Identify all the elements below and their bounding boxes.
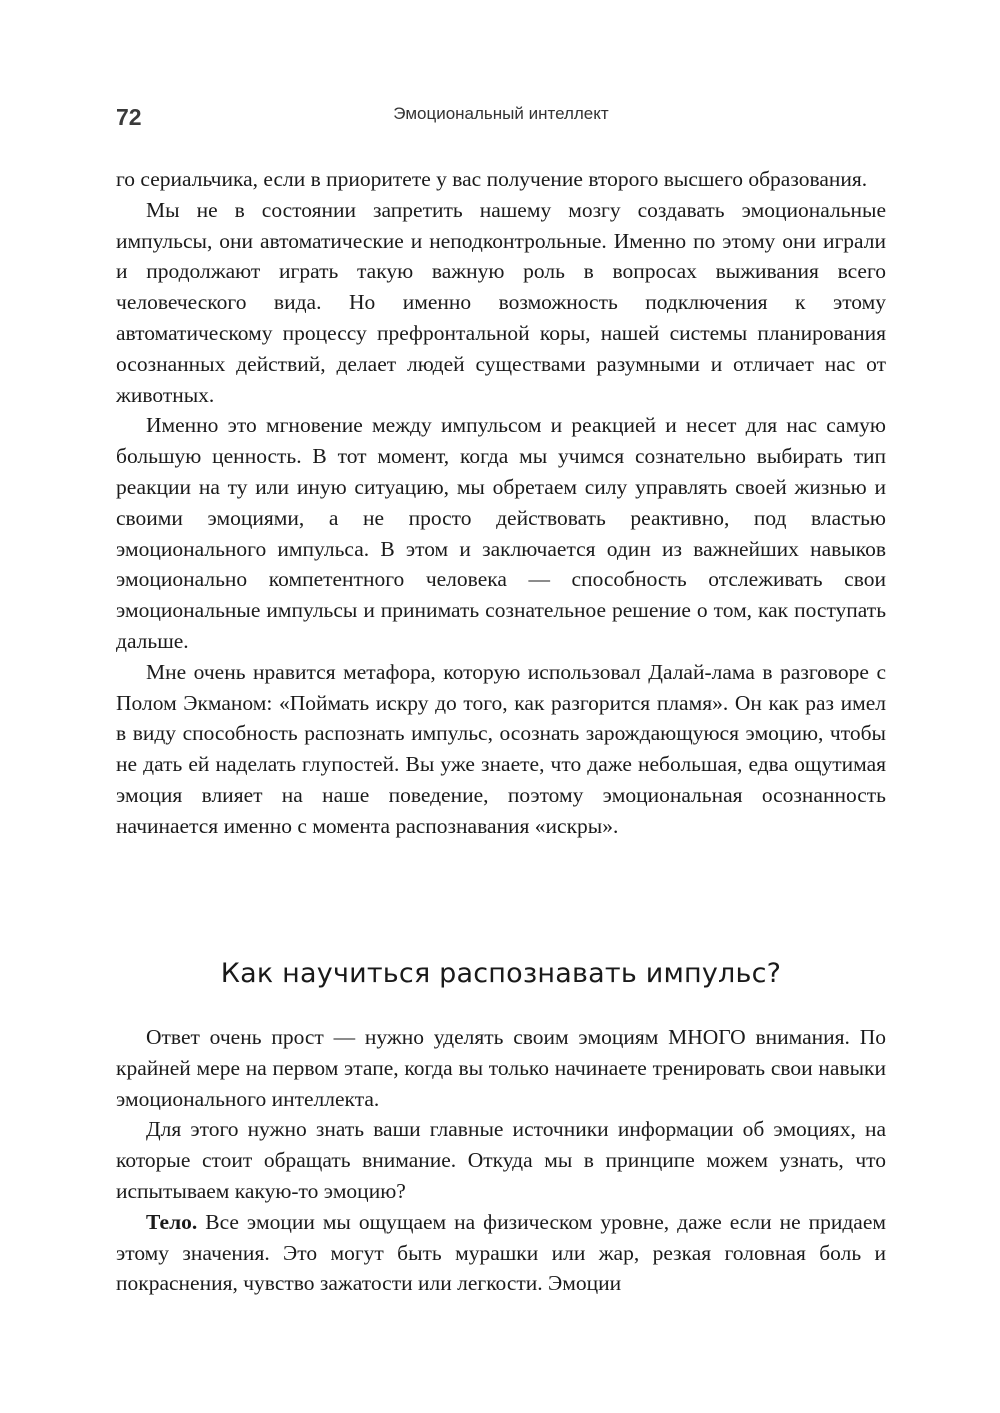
section-heading: Как научиться распознавать импульс? <box>220 958 782 989</box>
running-title: Эмоциональный интеллект <box>393 104 609 123</box>
paragraph: Ответ очень прост — нужно уделять своим эмоциям МНОГО внимания. По крайней мере на первом этапе, когда вы только начинаете тренировать свои навыки эмоционального интеллекта. <box>116 1025 886 1111</box>
bold-lead-term: Тело. <box>146 1209 198 1234</box>
paragraph: Именно это мгновение между импульсом и реакцией и несет для нас самую большую ценность. В тот момент, когда мы учимся сознательно выбирать тип реакции на ту или иную ситуацию, мы обретаем силу управлять своей жизнью и своими эмоциями, а не просто действовать реактивно, под властью эмоционального импульса. В этом и заключается один из важнейших навыков эмоционально компетентного человека — способность отслеживать свои эмоциональные импульсы и принимать сознательное решение о том, как поступать дальше. <box>116 413 886 653</box>
paragraph-body-section <box>116 1207 886 1299</box>
page-header <box>116 98 886 138</box>
paragraph: Мы не в состоянии запретить нашему мозгу создавать эмоциональные импульсы, они автоматические и неподконтрольные. Именно по этому они играли и продолжают играть такую важную роль в вопросах выживания всего человеческого вида. Но именно возможность подключения к этому автоматическому процессу префронтальной коры, нашей системы планирования осознанных действий, делает людей существами разумными и отличает нас от животных. <box>116 197 886 407</box>
page-number: 72 <box>116 104 142 130</box>
paragraph: Мне очень нравится метафора, которую использовал Далай-лама в разговоре с Полом Экманом: «Поймать искру до того, как разгорится пламя». Он как раз имел в виду способность распознать импульс, осознать зарождающуюся эмоцию, чтобы не дать ей наделать глупостей. Вы уже знаете, что даже небольшая, едва ощутимая эмоция влияет на наше поведение, поэтому эмоциональная осознанность начинается именно с момента распознавания «искры». <box>116 659 886 838</box>
paragraph: го сериальчика, если в приоритете у вас получение второго высшего образования. <box>116 167 868 191</box>
text-block-after-heading <box>116 1022 886 1299</box>
paragraph-text: Все эмоции мы ощущаем на физическом уровне, даже если не придаем этому значения. Это могут быть мурашки или жар, резкая головная боль и покраснения, чувство зажатости или легкости. Эмоции <box>116 1209 886 1296</box>
text-block-before-heading <box>116 164 886 842</box>
paragraph: Для этого нужно знать ваши главные источники информации об эмоциях, на которые стоит обращать внимание. Откуда мы в принципе можем узнать, что испытываем какую-то эмоцию? <box>116 1117 886 1203</box>
